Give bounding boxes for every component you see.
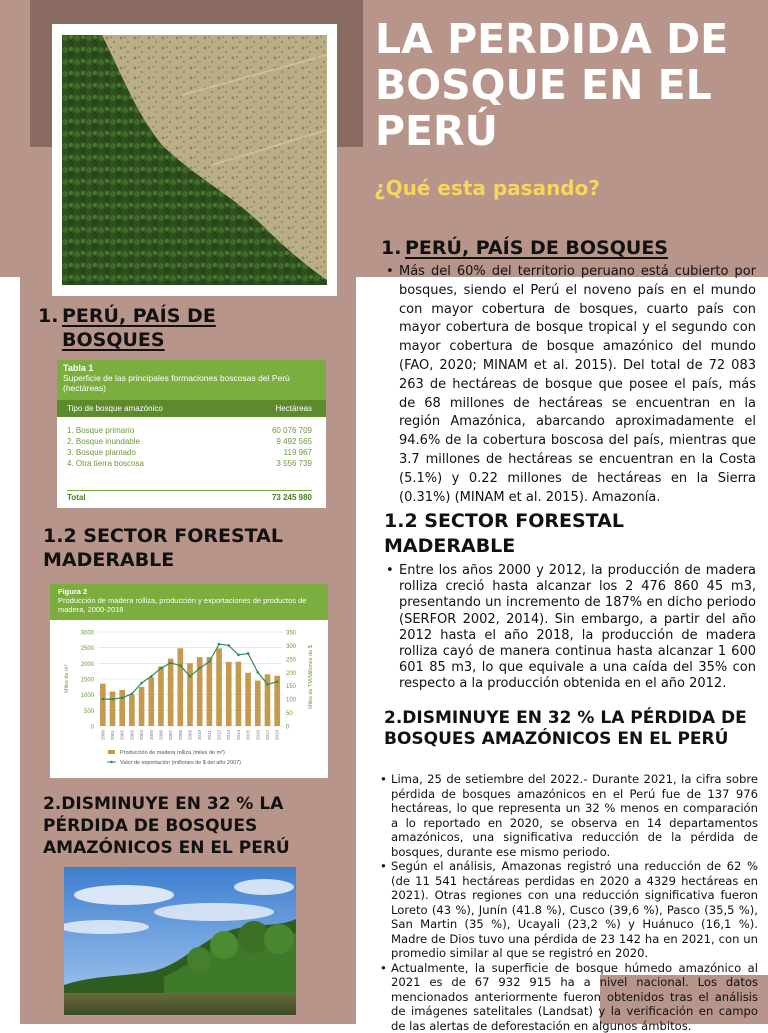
table-row <box>67 458 312 469</box>
x-tick-label: 2016 <box>255 729 260 740</box>
list-item: • Actualmente, la superficie de bosque húmedo amazónico al 2021 es de 67 932 915 ha a nivel nacional. Los datos mencionados anteriormente fueron obtenidos tras el análisis de imágenes satelitales (Landsat) y la verificación en campo de las alertas de deforestación en algunos ámbitos. <box>377 961 758 1033</box>
y-tick-right: 50 <box>286 711 293 717</box>
x-tick-label: 2018 <box>275 729 280 740</box>
amazon-river-photo <box>64 867 296 1015</box>
legend-marker-line <box>110 761 113 764</box>
chart-bar <box>255 681 261 726</box>
list-item: • Según el análisis, Amazonas registró una reducción de 62 % (de 11 541 hectáreas perdidas en 2020 a 4329 hectáreas en 2021). Otras regiones con una reducción significativa fueron Loreto (43 %), Junín (41.8 %), Cusco (39,6 %), Pasco (35,5 %), San Martin (35 %), Ucayali (23,2 %) y Huánuco (16,1 %). Madre de Dios tuvo una pérdida de 23 142 ha en 2021, con un promedio similar al que se registró en 2020. <box>377 859 758 961</box>
y-tick-left: 2000 <box>81 662 95 668</box>
y-axis-label-right: Miles de TM/Millones de $ <box>308 645 314 709</box>
chart-line-point <box>111 698 114 701</box>
y-tick-right: 200 <box>286 671 297 677</box>
chart-bar <box>158 666 164 726</box>
column-header-type: Tipo de bosque amazónico <box>67 404 163 413</box>
chart-bar <box>100 684 106 726</box>
section-2-body <box>383 563 756 693</box>
x-tick-label: 2004 <box>139 729 144 740</box>
y-tick-left: 2500 <box>81 646 95 652</box>
chart-bar <box>207 657 213 726</box>
chart-line-point <box>102 698 105 701</box>
chart-line-point <box>218 643 221 646</box>
section-title: PERÚ, PAÍS DE BOSQUES <box>405 236 765 261</box>
column-header-hectares: Hectáreas <box>276 404 312 413</box>
x-tick-label: 2008 <box>178 729 183 740</box>
chart-line-point <box>160 667 163 670</box>
x-tick-label: 2013 <box>226 729 231 740</box>
chart-line-point <box>276 680 279 683</box>
chart-line-point <box>131 692 134 695</box>
table-cell-name: 3. Bosque plantado <box>67 447 136 458</box>
list-item: • Lima, 25 de setiembre del 2022.- Durante 2021, la cifra sobre pérdida de bosques amazónicos en el Perú fue de 137 976 hectáreas, lo que representa un 32 % menos en comparación a lo reportado en 2020, se observa en 14 departamentos amazónicos, una significativa reducción de la pérdida de bosques, durante ese mismo periodo. <box>377 772 758 859</box>
figure-header <box>50 584 328 620</box>
section-number: 1. <box>381 236 401 261</box>
y-tick-right: 350 <box>286 631 297 637</box>
y-tick-left: 1000 <box>81 693 95 699</box>
figure-label: Figura 2 <box>58 587 320 596</box>
left-section-3-heading: 2.DISMINUYE EN 32 % LA PÉRDIDA DE BOSQUES AMAZÓNICOS EN EL PERÚ <box>43 793 343 859</box>
list-item: • Más del 60% del territorio peruano está cubierto por bosques, siendo el Perú el noveno país en el mundo con mayor cobertura de bosques, cuarto país con mayor cobertura de bosque tropical y el segundo con mayor cobertura de bosque amazónico del mundo (FAO, 2020; MINAM et al. 2015). Del total de 72 083 263 de hectáreas de bosque que posee el país, más de 68 millones de hectáreas se encuentran en la región Amazónica, abarcando aproximadamente el 94.6% de la cobertura boscosa del país, mientras que 3.7 millones de hectáreas se encuentran en la Costa (5.1%) y 0.22 millones de hectáreas en la Sierra (0.31%) (MINAM et al. 2015). Amazonía. <box>383 263 756 507</box>
timber-production-figure <box>50 584 328 778</box>
chart-bar <box>110 692 116 726</box>
table-cell-name: 1. Bosque primario <box>67 425 134 436</box>
x-tick-label: 2011 <box>207 730 212 740</box>
chart-line-point <box>140 682 143 685</box>
left-section-2-heading: 1.2 SECTOR FORESTAL MADERABLE <box>43 524 343 572</box>
y-tick-left: 3000 <box>81 631 95 637</box>
table-row <box>67 436 312 447</box>
table-label: Tabla 1 <box>63 363 320 373</box>
section-number: 1. <box>38 304 58 328</box>
y-tick-right: 100 <box>286 698 297 704</box>
chart-line-point <box>169 662 172 665</box>
table-caption: Superficie de las principales formaciones boscosas del Perú (hectáreas) <box>63 373 320 393</box>
legend-swatch-bars <box>108 750 115 754</box>
chart-bar <box>226 662 232 726</box>
chart-bar <box>274 676 280 726</box>
chart-line-point <box>208 660 211 663</box>
y-tick-left: 0 <box>91 725 95 731</box>
chart-line-point <box>121 697 124 700</box>
chart-bar <box>139 687 145 726</box>
table-header <box>57 360 326 400</box>
legend-label-bars: Producción de madera rolliza (miles de m³) <box>120 750 225 756</box>
x-tick-label: 2002 <box>120 729 125 740</box>
section-3-body <box>377 772 758 1033</box>
y-tick-right: 0 <box>286 725 290 731</box>
y-tick-right: 300 <box>286 644 297 650</box>
chart-bar <box>245 673 251 726</box>
deforestation-aerial-photo <box>62 35 327 285</box>
y-tick-right: 250 <box>286 657 297 663</box>
list-item: • Entre los años 2000 y 2012, la producción de madera rolliza creció hasta alcanzar los 2 476 860 45 m3, presentando un incremento de 187% en dicho periodo (SERFOR 2002, 2014). Sin embargo, a partir del año 2012 hasta el año 2018, la producción de madera rolliza cayó de manera continua hasta alcanzar 1 600 601 85 m3, lo que equivale a una caída del 35% con respecto a la producción obtenida en el año 2012. <box>383 563 756 693</box>
production-chart <box>50 620 328 778</box>
x-tick-label: 2017 <box>265 729 270 740</box>
table-body <box>57 417 326 469</box>
table-total-row <box>67 490 312 502</box>
chart-line-point <box>256 671 259 674</box>
chart-line-point <box>150 675 153 678</box>
y-axis-label-left: Miles de m³ <box>64 664 70 693</box>
chart-line-point <box>227 644 230 647</box>
chart-line-point <box>198 667 201 670</box>
table-cell-value: 119 967 <box>284 447 312 458</box>
table-total-label: Total <box>67 493 86 502</box>
x-tick-label: 2003 <box>129 729 134 740</box>
chart-bar <box>148 677 154 726</box>
table-cell-name: 2. Bosque inundable <box>67 436 140 447</box>
chart-bar <box>236 662 242 726</box>
figure-caption: Producción de madera rolliza, producción y exportaciones de productos de madera, 2000-2018 <box>58 596 320 614</box>
chart-line-point <box>179 664 182 667</box>
chart-bar <box>187 663 193 726</box>
table-cell-value: 3 556 739 <box>276 458 312 469</box>
x-tick-label: 2009 <box>188 729 193 740</box>
x-tick-label: 2010 <box>197 729 202 740</box>
chart-line-point <box>266 683 269 686</box>
chart-bar <box>119 690 125 726</box>
section-1-body <box>383 263 756 507</box>
y-tick-left: 1500 <box>81 678 95 684</box>
table-cell-value: 60 076 709 <box>272 425 312 436</box>
x-tick-label: 2015 <box>246 729 251 740</box>
section-title: PERÚ, PAÍS DE BOSQUES <box>62 304 262 352</box>
y-tick-right: 150 <box>286 684 297 690</box>
y-tick-left: 500 <box>84 709 95 715</box>
x-tick-label: 2007 <box>168 729 173 740</box>
page-subtitle: ¿Qué esta pasando? <box>374 176 600 200</box>
chart-line-point <box>237 654 240 657</box>
table-row <box>67 447 312 458</box>
chart-line-point <box>189 675 192 678</box>
right-section-3-heading: 2.DISMINUYE EN 32 % LA PÉRDIDA DE BOSQUES AMAZÓNICOS EN EL PERÚ <box>384 708 754 750</box>
forest-area-table <box>57 360 326 508</box>
x-tick-label: 2005 <box>149 729 154 740</box>
chart-bar <box>129 695 135 726</box>
table-column-headers <box>57 400 326 417</box>
chart-bar <box>168 659 174 726</box>
page-title: LA PERDIDA DE BOSQUE EN EL PERÚ <box>375 16 765 154</box>
x-tick-label: 2006 <box>158 729 163 740</box>
x-tick-label: 2001 <box>110 729 115 740</box>
x-tick-label: 2014 <box>236 729 241 740</box>
x-tick-label: 2012 <box>217 729 222 740</box>
right-section-2-heading: 1.2 SECTOR FORESTAL MADERABLE <box>384 509 754 559</box>
chart-bar <box>216 648 222 726</box>
legend-label-line: Valor de exportación (millones de $ del año 2007) <box>120 760 241 766</box>
x-tick-label: 2000 <box>100 729 105 740</box>
table-row <box>67 425 312 436</box>
chart-line-point <box>247 652 250 655</box>
table-cell-value: 9 492 565 <box>276 436 312 447</box>
table-total-value: 73 245 980 <box>272 493 312 502</box>
chart-bar <box>178 648 184 726</box>
table-cell-name: 4. Otra tierra boscosa <box>67 458 144 469</box>
